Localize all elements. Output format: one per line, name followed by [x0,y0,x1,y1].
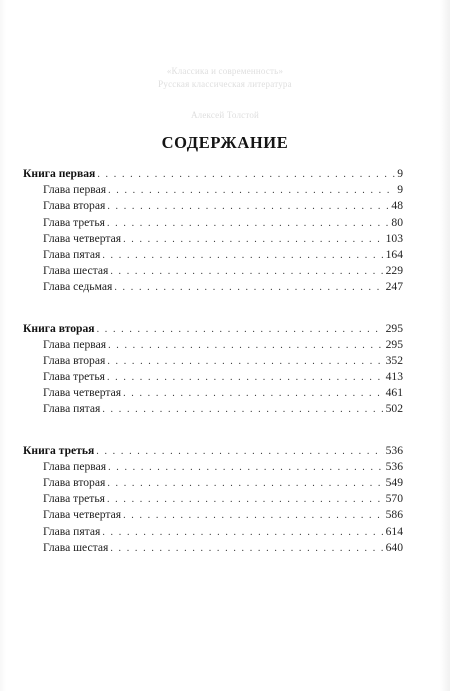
toc-chapter-entry [23,459,403,475]
toc-chapter-entry [23,279,403,295]
page-title: СОДЕРЖАНИЕ [161,133,289,152]
toc-chapter-entry [23,385,403,401]
toc-chapter-entry-page-number: 352 [385,353,403,367]
dot-leader [110,541,383,557]
toc-chapter-entry-label: Глава первая [43,337,107,351]
dot-leader [107,216,389,232]
toc-book-entry-page-number: 295 [385,321,403,335]
toc-chapter-entry [23,507,403,523]
toc-chapter-entry-label: Глава четвертая [43,386,122,400]
toc-chapter-entry-page-number: 570 [385,492,403,506]
dot-leader [110,264,383,280]
toc-book-entry-label: Книга вторая [23,321,95,335]
toc-chapter-entry [23,369,403,385]
toc-book-entry-page-number: 9 [397,167,403,180]
toc-chapter-entry-page-number: 295 [385,337,403,351]
dot-leader [97,167,395,183]
toc-chapter-entry-page-number: 229 [385,264,403,278]
toc-section [23,443,403,556]
toc-book-entry [23,321,403,337]
toc-chapter-entry [23,263,403,279]
toc-chapter-entry [23,337,403,353]
toc-chapter-entry-label: Глава третья [43,370,105,384]
toc-chapter-entry-label: Глава четвертая [43,508,122,522]
toc-chapter-entry-label: Глава четвертая [43,231,122,245]
toc-chapter-entry [23,182,403,198]
dot-leader [107,476,383,492]
toc-chapter-entry-page-number: 586 [385,508,403,522]
toc-chapter-entry-label: Глава пятая [43,524,101,538]
dot-leader [107,370,384,386]
dot-leader [102,525,383,541]
bleed-through-text: «Классика и современность» [166,66,284,76]
bleed-through-text: Русская классическая литература [158,79,292,89]
toc-chapter-entry-page-number: 614 [385,524,403,538]
toc-chapter-entry-page-number: 461 [385,386,403,400]
toc-chapter-entry-page-number: 80 [391,215,403,229]
toc-chapter-entry-page-number: 9 [397,183,403,197]
toc-chapter-entry-label: Глава вторая [43,199,106,213]
dot-leader [114,280,383,296]
toc-chapter-entry [23,475,403,491]
toc-chapter-entry-page-number: 164 [385,247,403,261]
toc-chapter-entry [23,215,403,231]
toc-chapter-entry-page-number: 502 [385,402,403,416]
dot-leader [107,199,389,215]
toc-chapter-entry-page-number: 640 [385,540,403,554]
dot-leader [123,508,384,524]
toc-chapter-entry-label: Глава третья [43,215,105,229]
toc-book-entry [23,443,403,459]
toc-chapter-entry-label: Глава вторая [43,353,106,367]
toc-chapter-entry [23,247,403,263]
toc-chapter-entry [23,401,403,417]
toc-chapter-entry-label: Глава пятая [43,247,101,261]
dot-leader [123,386,384,402]
toc-chapter-entry [23,540,403,556]
toc-book-entry-page-number: 536 [385,443,403,457]
table-of-contents [23,166,403,556]
toc-chapter-entry-label: Глава третья [43,492,105,506]
toc-chapter-entry [23,231,403,247]
toc-book-entry-label: Книга третья [23,443,95,457]
bleed-through-text: Алексей Толстой [190,110,260,120]
dot-leader [107,492,384,508]
toc-chapter-entry [23,524,403,540]
dot-leader [102,248,383,264]
toc-chapter-entry [23,353,403,369]
toc-chapter-entry-label: Глава вторая [43,476,106,489]
toc-chapter-entry-label: Глава шестая [43,264,109,278]
toc-chapter-entry-page-number: 536 [385,459,403,473]
toc-book-entry-label: Книга первая [23,167,96,180]
dot-leader [123,232,384,248]
dot-leader [107,354,383,370]
toc-chapter-entry [23,491,403,507]
toc-chapter-entry-label: Глава первая [43,183,107,197]
dot-leader [97,322,384,338]
toc-chapter-entry-label: Глава шестая [43,540,109,554]
toc-chapter-entry-label: Глава первая [43,459,107,473]
toc-section [23,321,403,418]
dot-leader [102,402,383,418]
toc-section [23,166,403,296]
toc-chapter-entry-page-number: 103 [385,231,403,245]
toc-book-entry [23,166,403,182]
dot-leader [108,183,395,199]
toc-chapter-entry-label: Глава седьмая [43,280,113,294]
toc-chapter-entry-page-number: 247 [385,280,403,294]
dot-leader [96,444,383,460]
toc-chapter-entry [23,198,403,214]
toc-chapter-entry-page-number: 549 [385,476,403,489]
dot-leader [108,460,384,476]
toc-chapter-entry-page-number: 48 [391,199,403,213]
toc-chapter-entry-label: Глава пятая [43,402,101,416]
dot-leader [108,338,384,354]
toc-chapter-entry-page-number: 413 [385,370,403,384]
